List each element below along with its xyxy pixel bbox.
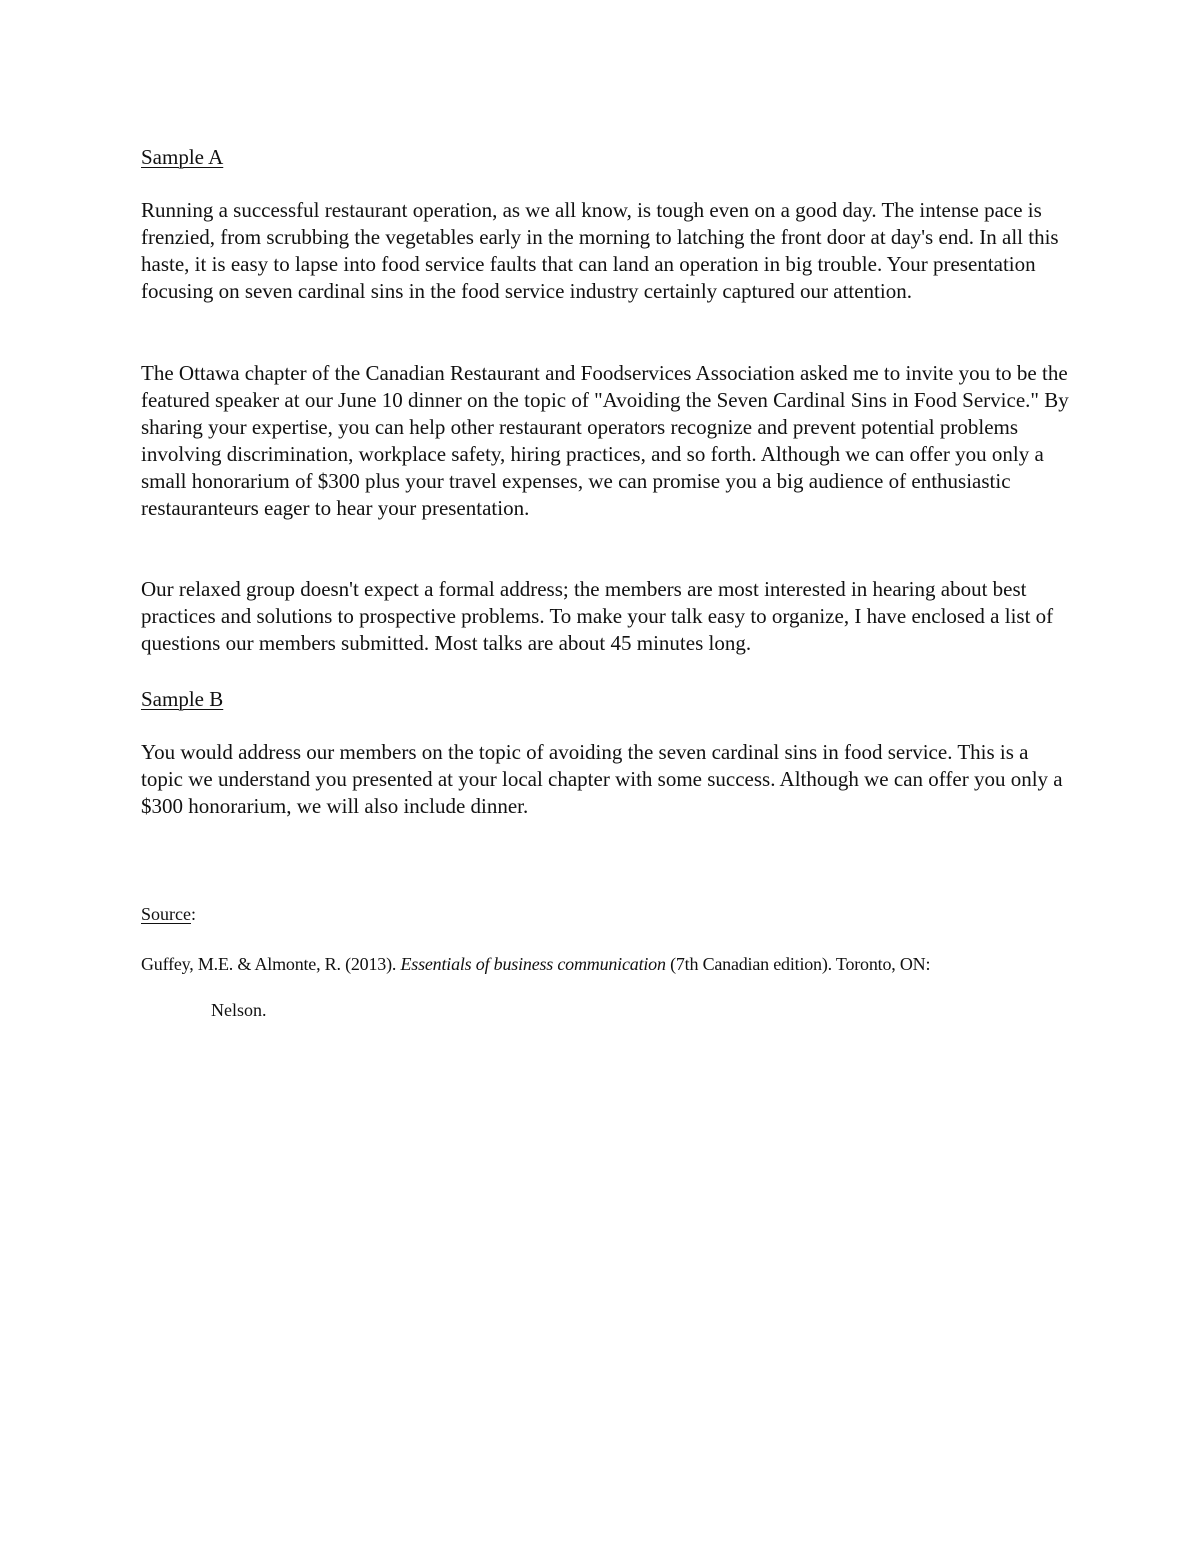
sample-b-paragraph-1: You would address our members on the topic of avoiding the seven cardinal sins in food service. This is a topic we understand you presented at your local chapter with some success. Although we can offer you only a $300 honorarium, we will also include dinner.	[141, 740, 1063, 818]
citation	[141, 952, 1081, 976]
source-label	[141, 903, 196, 925]
citation-title: Essentials of business communication	[400, 954, 666, 974]
citation-publisher: Nelson.	[211, 1000, 267, 1020]
citation-authors: Guffey, M.E. & Almonte, R. (2013).	[141, 954, 401, 974]
citation-edition-location: (7th Canadian edition). Toronto, ON:	[665, 954, 931, 974]
sample-a-heading: Sample A	[141, 145, 224, 169]
sample-b-heading: Sample B	[141, 687, 224, 711]
sample-a-paragraph-3: Our relaxed group doesn't expect a formal address; the members are most interested in hearing about best practices and solutions to prospective problems. To make your talk easy to organize, I have enclosed a list of questions our members submitted. Most talks are about 45 minutes long.	[141, 577, 1054, 655]
source-label-colon: :	[190, 904, 196, 924]
source-label-text: Source	[141, 904, 191, 924]
sample-a-paragraph-1: Running a successful restaurant operation, as we all know, is tough even on a good day. The intense pace is frenzied, from scrubbing the vegetables early in the morning to latching the front door at day's end. In all this haste, it is easy to lapse into food service faults that can land an operation in big trouble. Your presentation focusing on seven cardinal sins in the food service industry certainly captured our attention.	[141, 198, 1059, 303]
sample-a-paragraph-2: The Ottawa chapter of the Canadian Restaurant and Foodservices Association asked me to invite you to be the featured speaker at our June 10 dinner on the topic of "Avoiding the Seven Cardinal Sins in Food Service." By sharing your expertise, you can help other restaurant operators recognize and prevent potential problems involving discrimination, workplace safety, hiring practices, and so forth. Although we can offer you only a small honorarium of $300 plus your travel expenses, we can promise you a big audience of enthusiastic restauranteurs eager to hear your presentation.	[141, 361, 1069, 520]
